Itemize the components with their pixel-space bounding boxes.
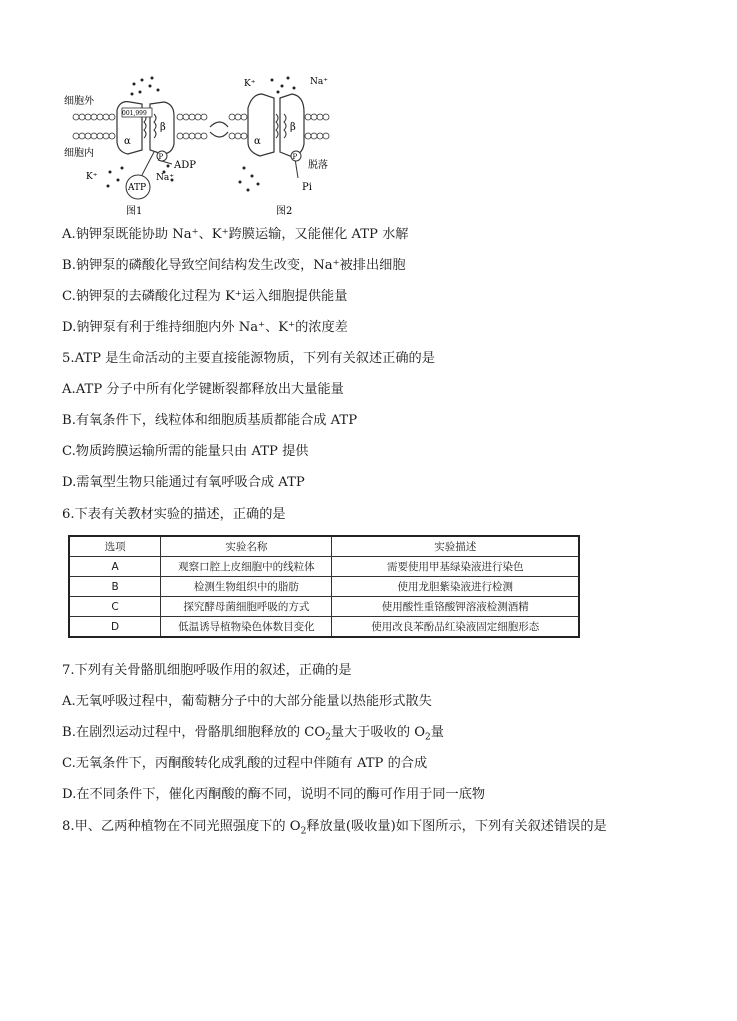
label-alpha-2: α [254,136,261,147]
q4-option-c: C.钠钾泵的去磷酸化过程为 K⁺运入细胞提供能量 [62,289,348,304]
caption-fig2: 图2 [276,206,293,217]
q7-option-c: C.无氧条件下，丙酮酸转化成乳酸的过程中伴随有 ATP 的合成 [62,756,428,771]
label-na-1: Na⁺ [156,173,174,183]
label-outside: 细胞外 [64,96,94,107]
cell-name: 低温诱导植物染色体数目变化 [161,617,332,638]
label-atp: ATP [128,183,147,193]
cell-description: 使用龙胆紫染液进行检测 [332,577,579,597]
q5-stem: 5.ATP 是生命活动的主要直接能源物质，下列有关叙述正确的是 [62,351,435,366]
q7-option-d: D.在不同条件下，催化丙酮酸的酶不同，说明不同的酶可作用于同一底物 [62,787,486,802]
label-p-2: P [292,153,298,161]
label-p-1: P [158,153,164,161]
label-adp: ADP [174,160,196,171]
label-na-2: Na⁺ [310,77,328,87]
table-row [69,617,579,638]
q8-part1: 8.甲、乙两种植物在不同光照强度下的 O [62,819,301,834]
table-row [69,597,579,617]
cell-description: 需要使用甲基绿染液进行染色 [332,557,579,577]
label-alpha-1: α [124,136,131,147]
membrane-right [229,94,329,156]
q7-b-sub1: 2 [325,732,331,743]
q7-stem: 7.下列有关骨骼肌细胞呼吸作用的叙述，正确的是 [62,663,352,678]
pump-figure [62,72,362,222]
table-row [69,557,579,577]
header-option: 选项 [69,536,161,557]
q7-b-part2: 量大于吸收的 O [330,725,426,740]
cell-option: D [69,617,161,638]
q8-stem [62,818,607,841]
label-beta-1: β [160,122,166,133]
label-k-1: K⁺ [86,172,98,182]
label-pi: Pi [302,182,312,193]
label-k-2: K⁺ [244,79,256,89]
q4-option-d: D.钠钾泵有利于维持细胞内外 Na⁺、K⁺的浓度差 [62,320,348,335]
table-header-row [69,536,579,557]
cell-name: 探究酵母菌细胞呼吸的方式 [161,597,332,617]
q5-option-b: B.有氧条件下，线粒体和细胞质基质都能合成 ATP [62,413,358,428]
cell-option: B [69,577,161,597]
q5-option-c: C.物质跨膜运输所需的能量只由 ATP 提供 [62,444,309,459]
label-box: 001,999 [122,110,147,117]
header-name: 实验名称 [161,536,332,557]
cycle-arrow [210,122,228,137]
q7-b-part1: B.在剧烈运动过程中，骨骼肌细胞释放的 CO [62,725,326,740]
q5-option-a: A.ATP 分子中所有化学键断裂都释放出大量能量 [62,382,344,397]
experiment-table [68,535,580,638]
q4-option-a: A.钠钾泵既能协助 Na⁺、K⁺跨膜运输，又能催化 ATP 水解 [62,227,409,242]
q7-b-sub2: 2 [425,732,431,743]
q4-option-b: B.钠钾泵的磷酸化导致空间结构发生改变，Na⁺被排出细胞 [62,258,406,273]
caption-fig1: 图1 [126,206,143,217]
q8-part2: 释放量(吸收量)如下图所示，下列有关叙述错误的是 [306,819,607,834]
q8-sub: 2 [300,826,307,837]
cell-name: 观察口腔上皮细胞中的线粒体 [161,557,332,577]
q5-option-d: D.需氧型生物只能通过有氧呼吸合成 ATP [62,475,305,490]
header-description: 实验描述 [332,536,579,557]
cell-description: 使用改良苯酚品红染液固定细胞形态 [332,617,579,638]
label-inside: 细胞内 [64,148,94,159]
cell-name: 检测生物组织中的脂肪 [161,577,332,597]
q7-b-part3: 量 [430,725,444,740]
label-detach: 脱落 [308,160,328,171]
cell-option: C [69,597,161,617]
q7-option-a: A.无氧呼吸过程中，葡萄糖分子中的大部分能量以热能形式散失 [62,694,432,709]
label-beta-2: β [290,122,296,133]
cell-option: A [69,557,161,577]
q7-option-b [62,724,444,747]
q6-stem: 6.下表有关教材实验的描述，正确的是 [62,507,286,522]
table-row [69,577,579,597]
cell-description: 使用酸性重铬酸钾溶液检测酒精 [332,597,579,617]
